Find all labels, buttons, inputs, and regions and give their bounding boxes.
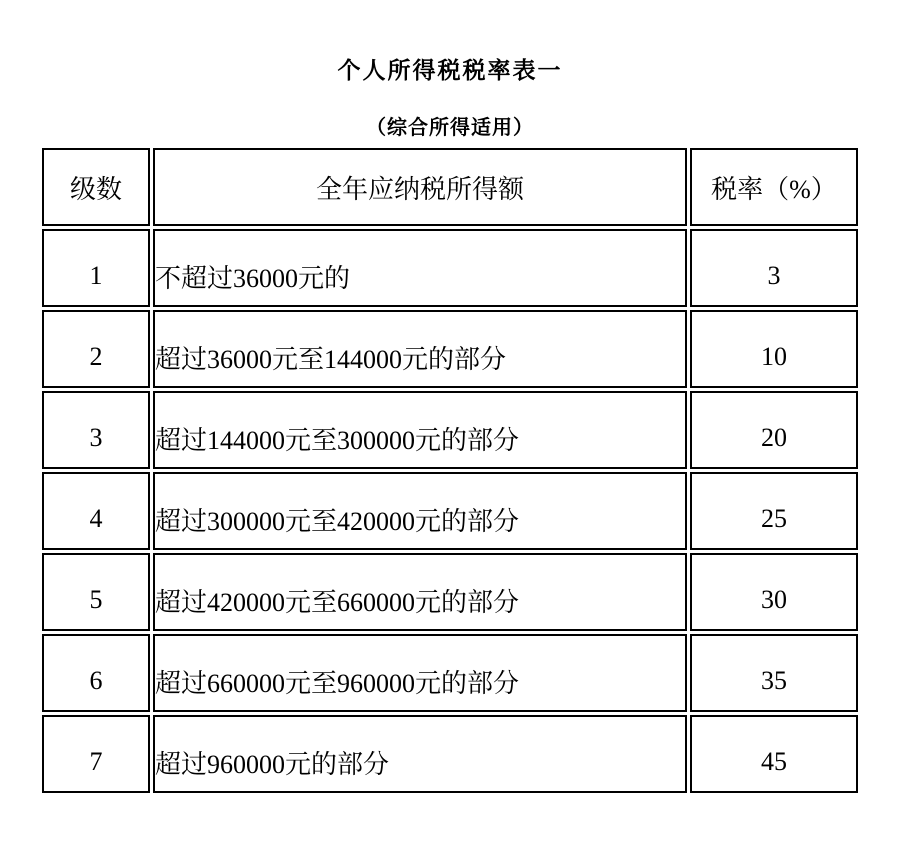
cell-level: 5 — [42, 553, 150, 631]
cell-rate: 30 — [690, 553, 858, 631]
cell-income: 超过36000元至144000元的部分 — [153, 310, 687, 388]
cell-rate: 10 — [690, 310, 858, 388]
tax-rate-table — [39, 145, 861, 796]
page-subtitle: （综合所得适用） — [366, 117, 534, 139]
cell-level: 2 — [42, 310, 150, 388]
table-row — [42, 310, 858, 388]
cell-rate: 3 — [690, 229, 858, 307]
cell-level: 1 — [42, 229, 150, 307]
header-rate: 税率（%） — [690, 148, 858, 226]
cell-rate: 20 — [690, 391, 858, 469]
cell-level: 7 — [42, 715, 150, 793]
cell-rate: 35 — [690, 634, 858, 712]
table-header-row — [42, 148, 858, 226]
cell-rate: 45 — [690, 715, 858, 793]
table-row — [42, 472, 858, 550]
cell-income: 超过660000元至960000元的部分 — [153, 634, 687, 712]
cell-income: 超过960000元的部分 — [153, 715, 687, 793]
cell-income: 不超过36000元的 — [153, 229, 687, 307]
cell-level: 6 — [42, 634, 150, 712]
header-level: 级数 — [42, 148, 150, 226]
page-title: 个人所得税税率表一 — [337, 57, 563, 83]
cell-rate: 25 — [690, 472, 858, 550]
cell-income: 超过420000元至660000元的部分 — [153, 553, 687, 631]
table-row — [42, 391, 858, 469]
cell-income: 超过300000元至420000元的部分 — [153, 472, 687, 550]
table-row — [42, 715, 858, 793]
table-row — [42, 553, 858, 631]
table-row — [42, 634, 858, 712]
header-income: 全年应纳税所得额 — [153, 148, 687, 226]
table-row — [42, 229, 858, 307]
cell-income: 超过144000元至300000元的部分 — [153, 391, 687, 469]
cell-level: 3 — [42, 391, 150, 469]
cell-level: 4 — [42, 472, 150, 550]
